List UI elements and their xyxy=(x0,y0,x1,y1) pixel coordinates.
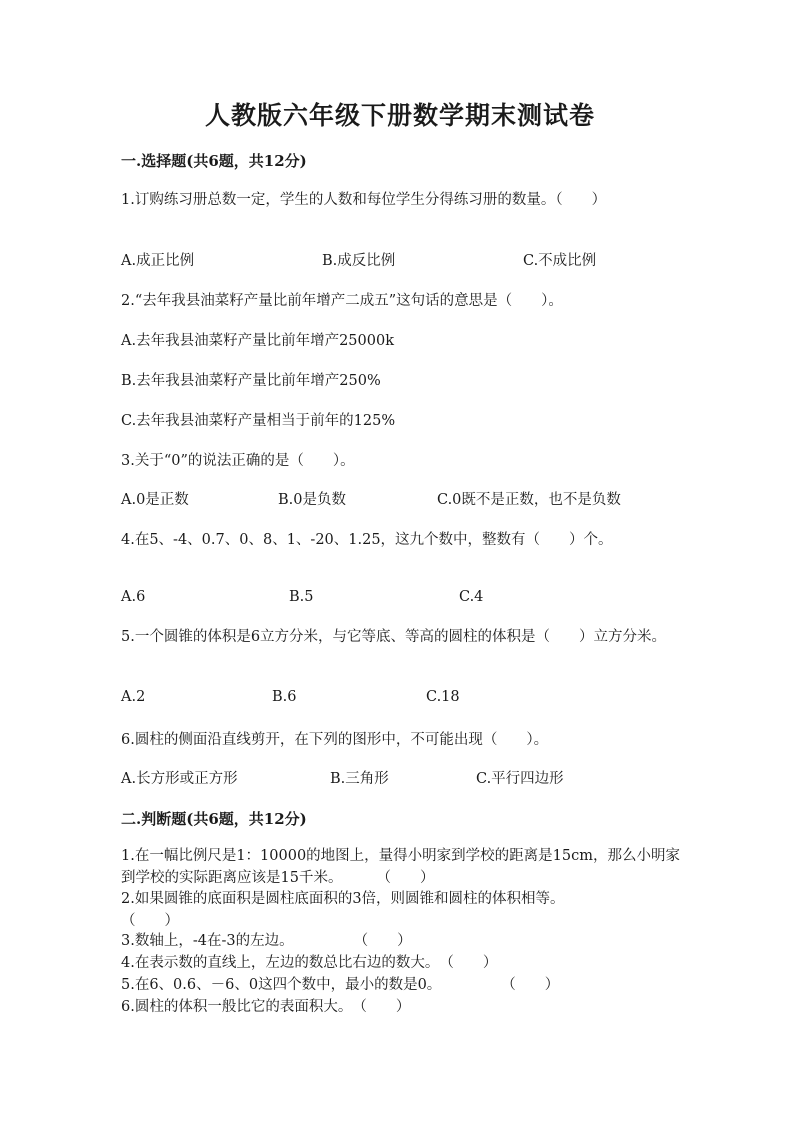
question-6-option-a: A.长方形或正方形 xyxy=(121,771,238,787)
judge-item-6 xyxy=(121,996,681,1018)
question-2-option-c: C.去年我县油菜籽产量相当于前年的125% xyxy=(121,413,396,429)
question-4-option-a: A.6 xyxy=(121,589,146,605)
judge-item-4 xyxy=(121,952,681,974)
question-3-option-a: A.0是正数 xyxy=(121,492,189,508)
judge-item-3 xyxy=(121,930,681,952)
question-6-option-c: C.平行四边形 xyxy=(476,771,564,787)
judge-item-2-text: 2.如果圆锥的底面积是圆柱底面积的3倍，则圆锥和圆柱的体积相等。 xyxy=(121,891,565,907)
question-1-option-b: B.成反比例 xyxy=(322,253,396,269)
question-3-option-b: B.0是负数 xyxy=(278,492,346,508)
question-5-option-b: B.6 xyxy=(272,689,297,705)
question-5-stem: 5.一个圆锥的体积是6立方分米，与它等底、等高的圆柱的体积是（ ）立方分米。 xyxy=(121,629,667,645)
page-title: 人教版六年级下册数学期末测试卷 xyxy=(204,101,595,130)
question-6-stem: 6.圆柱的侧面沿直线剪开，在下列的图形中，不可能出现（ ）。 xyxy=(121,732,549,748)
judge-item-4-text: 4.在表示数的直线上，左边的数总比右边的数大。 xyxy=(121,955,440,971)
question-2-stem: 2.“去年我县油菜籽产量比前年增产二成五”这句话的意思是（ ）。 xyxy=(121,293,563,309)
question-1-stem: 1.订购练习册总数一定，学生的人数和每位学生分得练习册的数量。（ ） xyxy=(121,192,607,208)
question-3-stem: 3.关于“0”的说法正确的是（ ）。 xyxy=(121,453,355,469)
question-1-option-a: A.成正比例 xyxy=(121,253,195,269)
judge-item-2-answer-blank[interactable]: （ ） xyxy=(121,913,179,929)
judge-item-1-text: 1.在一幅比例尺是1：10000的地图上，量得小明家到学校的距离是15cm，那么小明家到学校的实际距离应该是15千米。 xyxy=(121,848,681,886)
judge-item-5-text: 5.在6、0.6、－6、0这四个数中，最小的数是0。 xyxy=(121,977,442,993)
judge-item-4-answer-blank[interactable]: （ ） xyxy=(439,955,498,971)
section-heading-judge: 二.判断题(共6题，共12分) xyxy=(121,810,307,828)
question-2-option-a: A.去年我县油菜籽产量比前年增产25000k xyxy=(121,333,394,349)
question-5-option-c: C.18 xyxy=(426,689,460,705)
question-6-option-b: B.三角形 xyxy=(330,771,389,787)
question-5-option-a: A.2 xyxy=(121,689,146,705)
judge-item-3-answer-blank[interactable]: （ ） xyxy=(353,933,412,949)
judge-item-6-text: 6.圆柱的体积一般比它的表面积大。 xyxy=(121,999,353,1015)
question-4-option-c: C.4 xyxy=(459,589,484,605)
judge-item-5 xyxy=(121,974,681,996)
judge-item-6-answer-blank[interactable]: （ ） xyxy=(352,999,411,1015)
judge-item-5-answer-blank[interactable]: （ ） xyxy=(501,977,560,993)
question-3-option-c: C.0既不是正数，也不是负数 xyxy=(437,492,621,508)
section-heading-choice: 一.选择题(共6题，共12分) xyxy=(121,152,307,170)
question-2-option-b: B.去年我县油菜籽产量比前年增产250% xyxy=(121,373,381,389)
judge-item-1 xyxy=(121,845,681,889)
judge-item-3-text: 3.数轴上，-4在-3的左边。 xyxy=(121,933,294,949)
judge-item-1-answer-blank[interactable]: （ ） xyxy=(376,870,435,886)
judge-item-2 xyxy=(121,888,681,932)
question-4-option-b: B.5 xyxy=(289,589,314,605)
question-4-stem: 4.在5、-4、0.7、0、8、1、-20、1.25，这九个数中，整数有（ ）个。 xyxy=(121,532,613,548)
question-1-option-c: C.不成比例 xyxy=(523,253,597,269)
